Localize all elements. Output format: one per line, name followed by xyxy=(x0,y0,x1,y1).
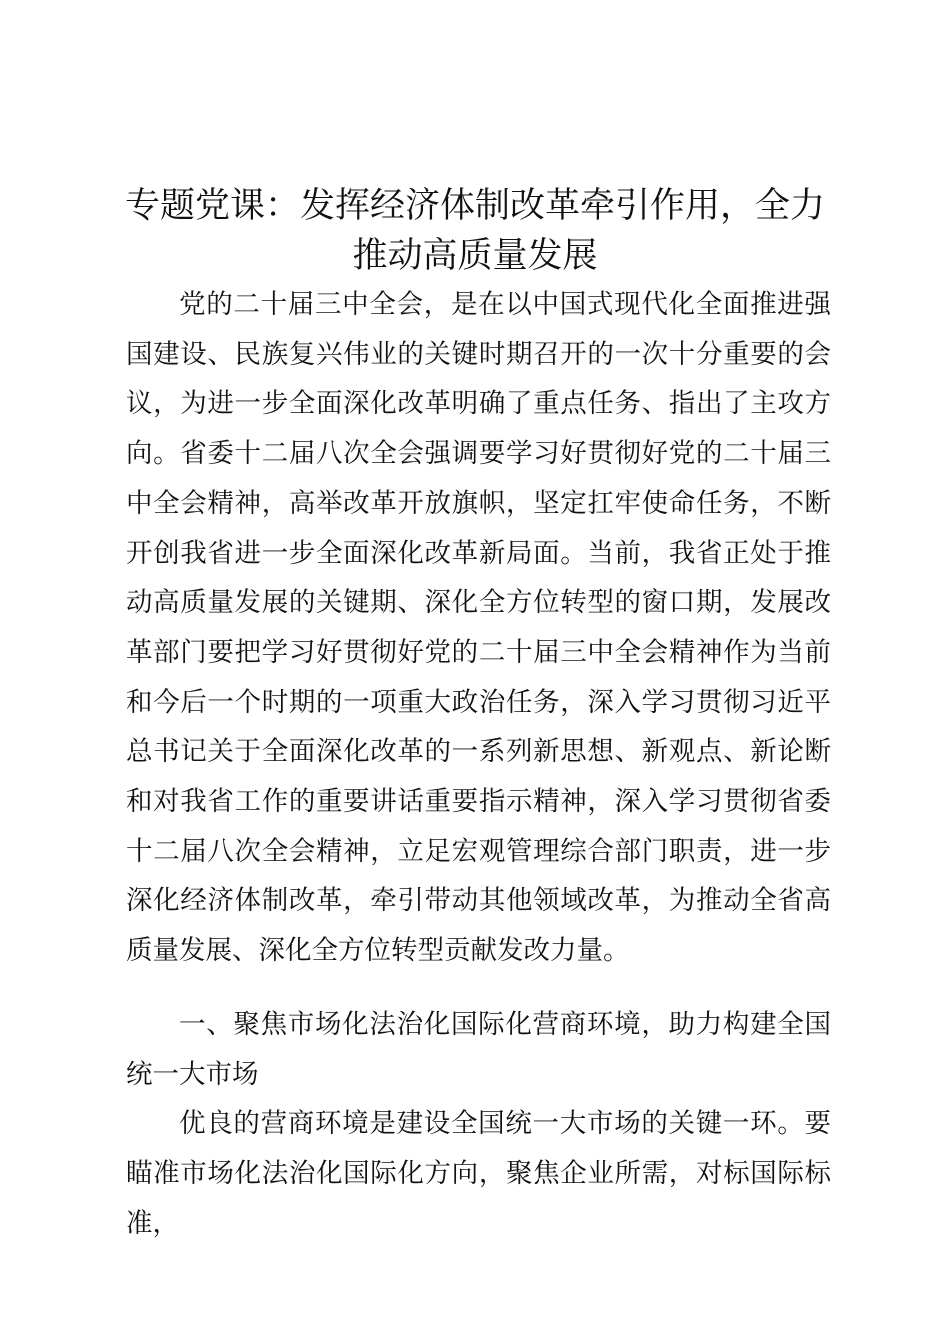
document-title-line-2: 推动高质量发展 xyxy=(352,236,598,276)
document-body xyxy=(126,280,831,1248)
section-paragraph-1: 优良的营商环境是建设全国统一大市场的关键一环。要瞄准市场化法治化国际化方向，聚焦企业所需，对标国际标准， xyxy=(126,1108,831,1239)
section-heading-1: 一、聚焦市场化法治化国际化营商环境，助力构建全国统一大市场 xyxy=(126,1008,831,1090)
intro-paragraph: 党的二十届三中全会，是在以中国式现代化全面推进强国建设、民族复兴伟业的关键时期召开的一次十分重要的会议，为进一步全面深化改革明确了重点任务、指出了主攻方向。省委十二届八次全会强调要学习好贯彻好党的二十届三中全会精神，高举改革开放旗帜，坚定扛牢使命任务，不断开创我省进一步全面深化改革新局面。当前，我省正处于推动高质量发展的关键期、深化全方位转型的窗口期，发展改革部门要把学习好贯彻好党的二十届三中全会精神作为当前和今后一个时期的一项重大政治任务，深入学习贯彻习近平总书记关于全面深化改革的一系列新思想、新观点、新论断和对我省工作的重要讲话重要指示精神，深入学习贯彻省委十二届八次全会精神，立足宏观管理综合部门职责，进一步深化经济体制改革，牵引带动其他领域改革，为推动全省高质量发展、深化全方位转型贡献发改力量。 xyxy=(126,289,831,967)
document-title-line-1: 专题党课：发挥经济体制改革牵引作用，全力 xyxy=(124,186,825,226)
